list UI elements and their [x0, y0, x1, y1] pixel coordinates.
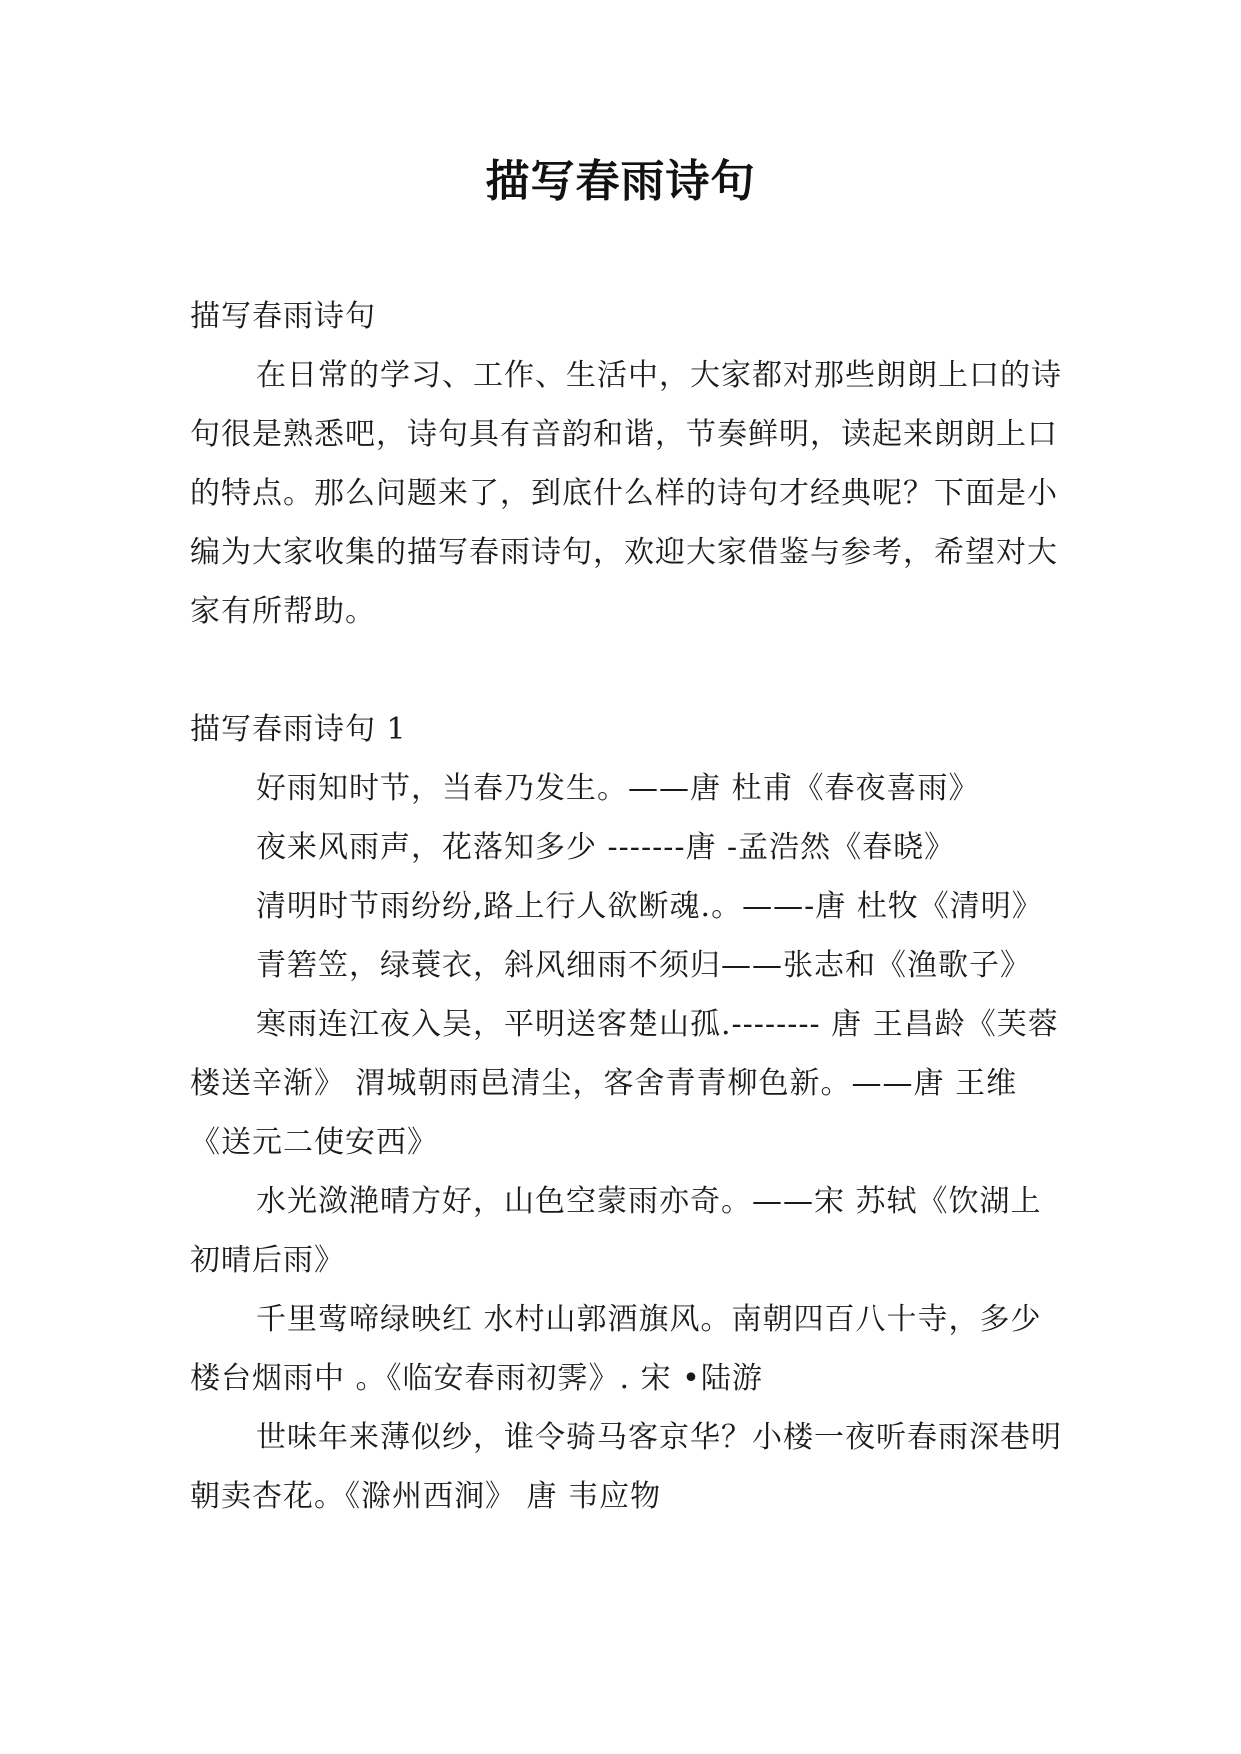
document-body [190, 287, 1070, 1526]
poem-line: 寒雨连江夜入吴，平明送客楚山孤.-------- 唐 王昌龄《芙蓉楼送辛渐》 渭城朝雨邑清尘，客舍青青柳色新。——唐 王维《送元二使安西》 [190, 1007, 1059, 1160]
document-title: 描写春雨诗句 [485, 156, 756, 207]
section-heading: 描写春雨诗句 1 [190, 712, 407, 747]
poem-line: 世味年来薄似纱，谁令骑马客京华？小楼一夜听春雨深巷明朝卖杏花。《滁州西涧》 唐 韦应物 [190, 1420, 1062, 1514]
poem-line: 青箬笠，绿蓑衣，斜风细雨不须归——张志和《渔歌子》 [256, 948, 1031, 983]
poem-line: 清明时节雨纷纷,路上行人欲断魂.。——-唐 杜牧《清明》 [256, 889, 1043, 924]
poem-line: 千里莺啼绿映红 水村山郭酒旗风。南朝四百八十寺，多少楼台烟雨中 。《临安春雨初霁》. 宋 •陆游 [190, 1302, 1042, 1396]
document-subtitle: 描写春雨诗句 [190, 299, 376, 334]
poem-line: 水光潋滟晴方好，山色空蒙雨亦奇。——宋 苏轼《饮湖上初晴后雨》 [190, 1184, 1042, 1278]
paragraph-spacer [190, 641, 1070, 700]
poem-line: 好雨知时节，当春乃发生。——唐 杜甫《春夜喜雨》 [256, 771, 980, 806]
poem-line: 夜来风雨声，花落知多少 -------唐 -孟浩然《春晓》 [256, 830, 956, 865]
intro-paragraph: 在日常的学习、工作、生活中，大家都对那些朗朗上口的诗句很是熟悉吧，诗句具有音韵和谐，节奏鲜明，读起来朗朗上口的特点。那么问题来了，到底什么样的诗句才经典呢？下面是小编为大家收集的描写春雨诗句，欢迎大家借鉴与参考，希望对大家有所帮助。 [190, 358, 1062, 629]
